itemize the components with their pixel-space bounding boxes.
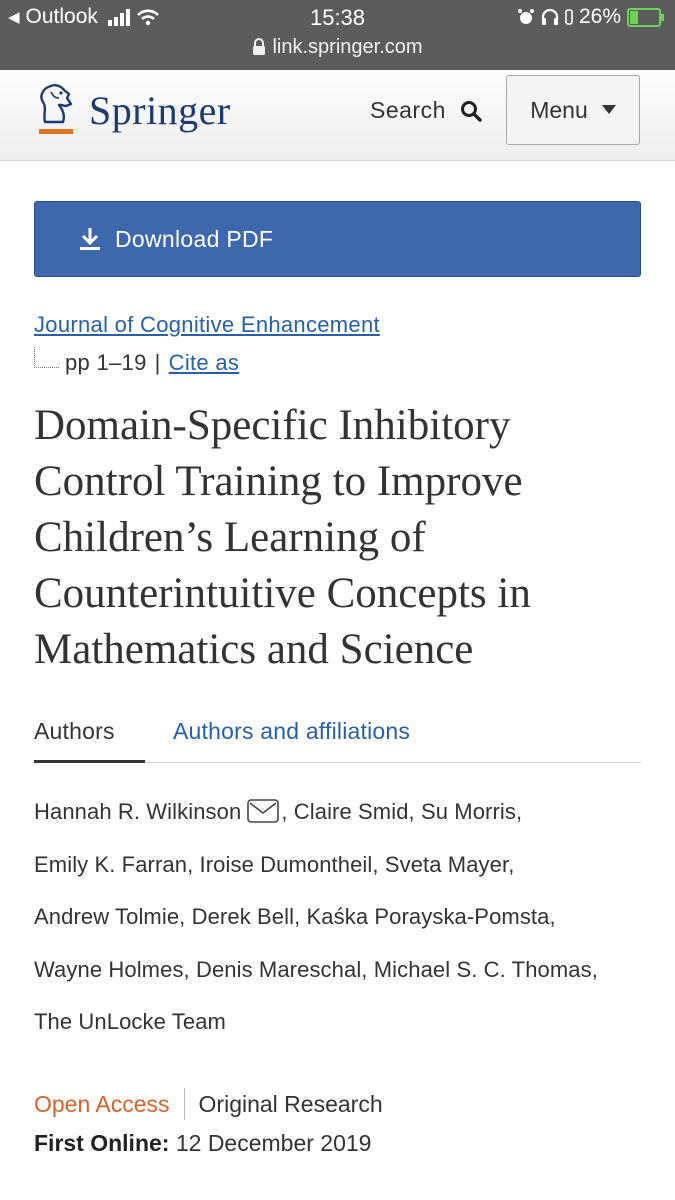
article-meta <box>34 1088 383 1120</box>
springer-logo[interactable] <box>33 82 231 138</box>
tab-authors-and-affiliations[interactable]: Authors and affiliations <box>173 718 411 744</box>
alarm-icon <box>517 8 535 26</box>
menu-label: Menu <box>530 96 588 123</box>
first-online-date: 12 December 2019 <box>175 1130 372 1156</box>
title-line: Counterintuitive Concepts in <box>34 570 531 617</box>
author-line: Wayne Holmes, Denis Mareschal, Michael S. C. Thomas, <box>34 956 598 982</box>
battery-percent: 26% <box>578 5 621 28</box>
url-text: link.springer.com <box>272 36 423 58</box>
tab-authors[interactable]: Authors <box>34 718 145 763</box>
separator: | <box>154 350 161 375</box>
title-line: Control Training to Improve <box>34 458 523 505</box>
author-name[interactable]: Hannah R. Wilkinson <box>34 799 242 824</box>
search-icon <box>460 100 482 122</box>
chevron-down-icon <box>602 105 616 115</box>
page-info <box>34 350 239 376</box>
chess-knight-icon <box>33 82 77 138</box>
title-line: Children’s Learning of <box>34 514 426 561</box>
title-line: Mathematics and Science <box>34 626 474 673</box>
clock: 15:38 <box>309 5 366 30</box>
logo-text: Springer <box>89 87 231 133</box>
article-type: Original Research <box>198 1090 383 1117</box>
first-online-label: First Online: <box>34 1130 170 1156</box>
author-line: The UnLocke Team <box>34 1009 226 1034</box>
battery-icon <box>627 8 661 27</box>
mail-icon[interactable] <box>247 799 279 823</box>
page-range: pp 1–19 <box>65 350 147 375</box>
site-header <box>0 70 675 161</box>
tree-connector <box>34 347 59 368</box>
download-icon <box>79 227 101 251</box>
open-access-badge: Open Access <box>34 1088 185 1120</box>
status-indicators <box>517 5 661 29</box>
status-bar <box>0 0 675 70</box>
title-line: Domain-Specific Inhibitory <box>34 402 511 449</box>
article-title <box>34 398 644 678</box>
back-arrow-icon: ◀ <box>8 9 20 26</box>
headphones-icon <box>541 8 559 26</box>
journal-link[interactable]: Journal of Cognitive Enhancement <box>34 312 380 337</box>
cite-as-link[interactable]: Cite as <box>168 350 240 375</box>
author-names: , Claire Smid, Su Morris, <box>281 799 523 824</box>
author-line: Andrew Tolmie, Derek Bell, Kaśka Porayska-Pomsta, <box>34 904 556 929</box>
author-line <box>34 786 644 839</box>
back-app-label: Outlook <box>25 5 98 28</box>
author-line: Emily K. Farran, Iroise Dumontheil, Sveta Mayer, <box>34 851 515 877</box>
author-list <box>34 786 644 1049</box>
author-tabs <box>34 718 641 763</box>
menu-button[interactable] <box>506 75 640 145</box>
search-button[interactable] <box>370 97 482 124</box>
download-label: Download PDF <box>115 225 274 252</box>
first-online <box>34 1130 371 1157</box>
download-pdf-button[interactable] <box>34 201 641 277</box>
address-bar[interactable] <box>0 36 675 59</box>
lock-icon <box>252 38 266 55</box>
orientation-lock-icon <box>565 8 573 26</box>
search-label: Search <box>370 97 446 123</box>
